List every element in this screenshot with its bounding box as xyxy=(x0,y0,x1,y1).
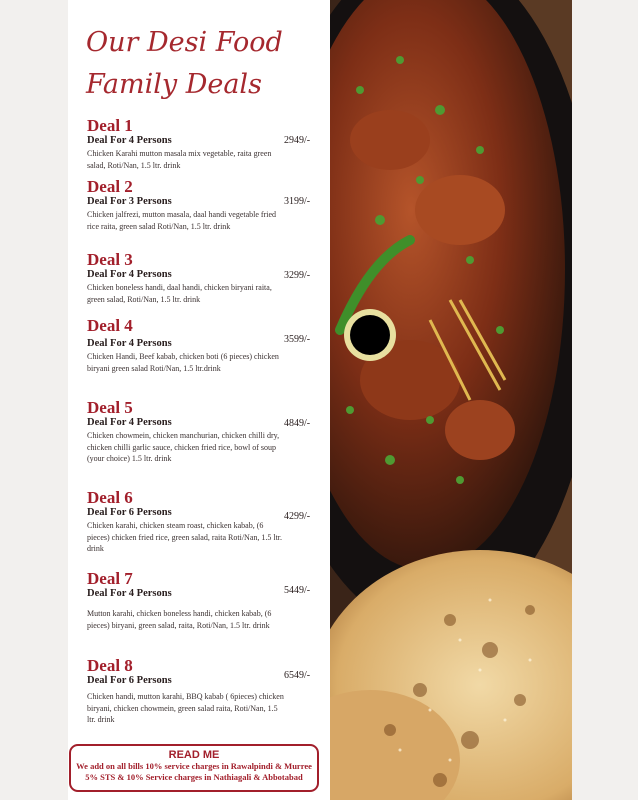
page-title xyxy=(86,22,326,106)
deal-5 xyxy=(87,398,327,465)
page-margin xyxy=(572,0,638,800)
deal-name: Deal 5 xyxy=(87,398,133,417)
deal-name: Deal 3 xyxy=(87,250,133,269)
read-me-line-1: We add on all bills 10% service charges in Rawalpindi & Murree xyxy=(76,761,312,771)
deal-4-price: 3599/- xyxy=(284,334,311,345)
deal-persons: Deal For 6 Persons xyxy=(87,675,172,686)
deal-persons: Deal For 4 Persons xyxy=(87,269,172,280)
deal-description: Chicken karahi, chicken steam roast, chicken kabab, (6 pieces) chicken fried rice, green salad, raita Roti/Nan, 1.5 ltr. drink xyxy=(87,521,283,553)
deal-persons: Deal For 4 Persons xyxy=(87,588,172,599)
deal-description: Chicken handi, mutton karahi, BBQ kabab ( 6pieces) chicken biryani, chicken chowmein, green salad raita, Roti/Nan, 1.5 ltr. drink xyxy=(87,692,284,724)
food-photo xyxy=(330,0,572,800)
deal-persons: Deal For 4 Persons xyxy=(87,338,172,349)
deal-2-price: 3199/- xyxy=(284,196,311,207)
deal-7 xyxy=(87,569,327,631)
deal-name: Deal 4 xyxy=(87,316,133,335)
deal-name: Deal 8 xyxy=(87,656,133,675)
deal-name: Deal 1 xyxy=(87,116,133,135)
title-line-1: Our Desi Food xyxy=(86,27,283,58)
deal-4 xyxy=(87,316,327,374)
deal-name: Deal 2 xyxy=(87,177,133,196)
deal-3-price: 3299/- xyxy=(284,270,311,281)
deal-persons: Deal For 4 Persons xyxy=(87,135,172,146)
deal-description: Chicken Karahi mutton masala mix vegetable, raita green salad, Roti/Nan, 1.5 ltr. drink xyxy=(87,149,272,170)
deal-1-price: 2949/- xyxy=(284,135,311,146)
read-me-box xyxy=(69,744,319,792)
deal-persons: Deal For 4 Persons xyxy=(87,417,172,428)
deal-8 xyxy=(87,656,327,726)
deal-description: Chicken boneless handi, daal handi, chicken biryani raita, green salad, Roti/Nan, 1.5 ltr. drink xyxy=(87,283,272,304)
deal-persons: Deal For 3 Persons xyxy=(87,196,172,207)
deal-7-price: 5449/- xyxy=(284,585,311,596)
deal-6-price: 4299/- xyxy=(284,511,311,522)
deal-5-price: 4849/- xyxy=(284,418,311,429)
deal-description: Chicken jalfrezi, mutton masala, daal handi vegetable fried rice raita, green salad Roti/Nan, 1.5 ltr. drink xyxy=(87,210,277,231)
deal-name: Deal 7 xyxy=(87,569,133,588)
read-me-line-2: 5% STS & 10% Service charges in Nathiagali & Abbotabad xyxy=(85,772,303,782)
deal-persons: Deal For 6 Persons xyxy=(87,507,172,518)
deal-8-price: 6549/- xyxy=(284,670,311,681)
deal-description: Chicken chowmein, chicken manchurian, chicken chilli dry, chicken chilli garlic sauce, chicken fried rice, bowl of soup (your choice) 1.5 ltr. drink xyxy=(87,431,280,463)
deal-name: Deal 6 xyxy=(87,488,133,507)
karahi-naan-image xyxy=(330,0,572,800)
read-me-title: READ ME xyxy=(168,749,220,761)
deal-description: Mutton karahi, chicken boneless handi, chicken kabab, (6 pieces) biryani, green salad, raita, Roti/Nan, 1.5 ltr. drink xyxy=(87,609,272,630)
deal-description: Chicken Handi, Beef kabab, chicken boti (6 pieces) chicken biryani green salad Roti/Nan, 1.5 ltr.drink xyxy=(87,352,279,373)
title-line-2: Family Deals xyxy=(86,69,262,100)
